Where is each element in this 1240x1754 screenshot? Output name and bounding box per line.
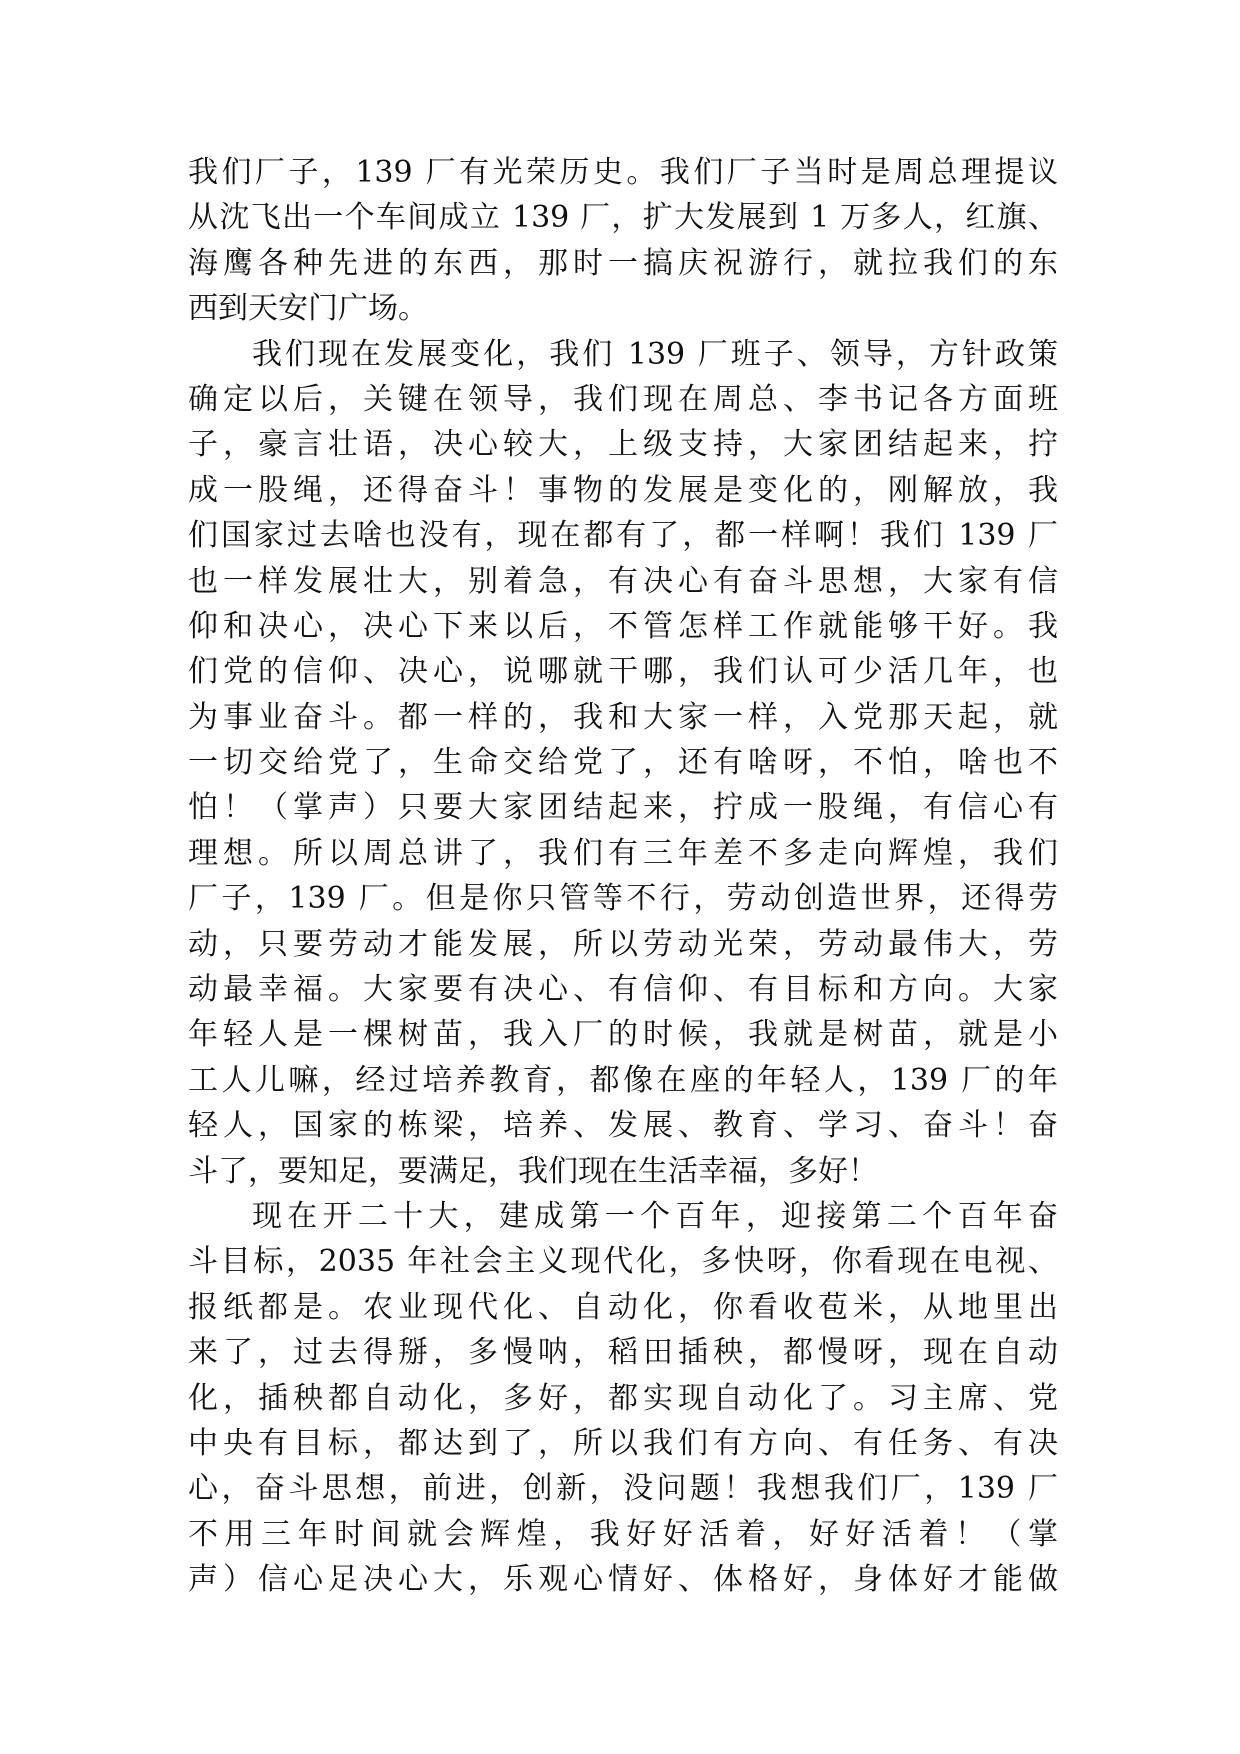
text-line: 从沈飞出一个车间成立 139 厂，扩大发展到 1 万多人，红旗、: [188, 200, 1058, 236]
text-line: 年轻人是一棵树苗，我入厂的时候，我就是树苗，就是小: [188, 1017, 1058, 1053]
text-line: 中央有目标，都达到了，所以我们有方向、有任务、有决: [188, 1425, 1058, 1461]
text-line: 化，插秧都自动化，多好，都实现自动化了。习主席、党: [188, 1380, 1058, 1416]
text-line: 子，豪言壮语，决心较大，上级支持，大家团结起来，拧: [188, 427, 1058, 463]
text-line: 动，只要劳动才能发展，所以劳动光荣，劳动最伟大，劳: [188, 926, 1058, 962]
text-line: 我们现在发展变化，我们 139 厂班子、领导，方针政策: [252, 336, 1058, 372]
text-line: 们国家过去啥也没有，现在都有了，都一样啊！我们 139 厂: [188, 518, 1058, 554]
text-line: 我们厂子，139 厂有光荣历史。我们厂子当时是周总理提议: [188, 155, 1058, 190]
text-line: 声）信心足决心大，乐观心情好、体格好，身体好才能做: [188, 1562, 1058, 1598]
text-line: 不用三年时间就会辉煌，我好好活着，好好活着！（掌: [188, 1516, 1058, 1552]
text-line: 来了，过去得掰，多慢呐，稻田插秧，都慢呀，现在自动: [188, 1335, 1058, 1371]
text-line: 为事业奋斗。都一样的，我和大家一样，入党那天起，就: [188, 699, 1058, 735]
body-text: [188, 150, 1058, 1603]
text-line: 成一股绳，还得奋斗！事物的发展是变化的，刚解放，我: [188, 472, 1058, 508]
text-line: 也一样发展壮大，别着急，有决心有奋斗思想，大家有信: [188, 563, 1058, 599]
text-line: 报纸都是。农业现代化、自动化，你看收苞米，从地里出: [188, 1289, 1058, 1325]
text-line: 西到天安门广场。: [188, 291, 428, 327]
text-line: 心，奋斗思想，前进，创新，没问题！我想我们厂，139 厂: [188, 1471, 1058, 1507]
text-line: 斗目标，2035 年社会主义现代化，多快呀，你看现在电视、: [188, 1244, 1058, 1280]
text-line: 厂子，139 厂。但是你只管等不行，劳动创造世界，还得劳: [188, 881, 1058, 917]
text-line: 轻人，国家的栋梁，培养、发展、教育、学习、奋斗！奋: [188, 1108, 1058, 1144]
text-line: 们党的信仰、决心，说哪就干哪，我们认可少活几年，也: [188, 654, 1058, 690]
text-line: 动最幸福。大家要有决心、有信仰、有目标和方向。大家: [188, 972, 1058, 1008]
text-line: 现在开二十大，建成第一个百年，迎接第二个百年奋: [252, 1198, 1058, 1234]
text-line: 仰和决心，决心下来以后，不管怎样工作就能够干好。我: [188, 608, 1058, 644]
text-line: 怕！（掌声）只要大家团结起来，拧成一股绳，有信心有: [188, 790, 1058, 826]
text-line: 理想。所以周总讲了，我们有三年差不多走向辉煌，我们: [188, 835, 1058, 871]
text-line: 一切交给党了，生命交给党了，还有啥呀，不怕，啥也不: [188, 745, 1058, 781]
text-line: 确定以后，关键在领导，我们现在周总、李书记各方面班: [188, 381, 1058, 417]
text-line: 海鹰各种先进的东西，那时一搞庆祝游行，就拉我们的东: [188, 245, 1058, 281]
text-line: 斗了，要知足，要满足，我们现在生活幸福，多好！: [188, 1153, 878, 1189]
text-line: 工人儿嘛，经过培养教育，都像在座的年轻人，139 厂的年: [188, 1062, 1058, 1098]
